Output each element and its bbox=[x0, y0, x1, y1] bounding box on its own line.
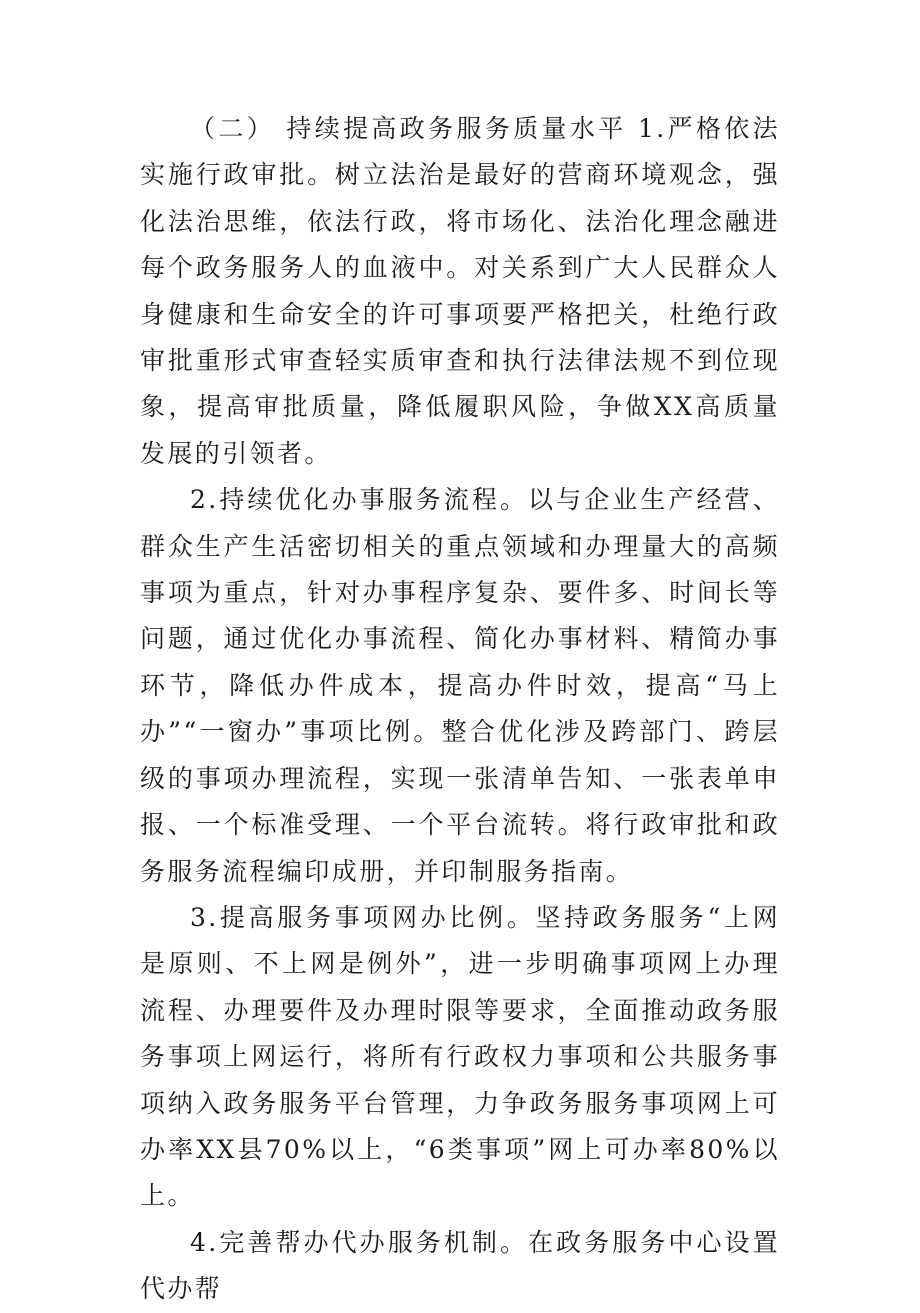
paragraph-2: 2.持续优化办事服务流程。以与企业生产经营、群众生产生活密切相关的重点领域和办理量大的高频事项为重点，针对办事程序复杂、要件多、时间长等问题，通过优化办事流程、简化办事材料、精简办事环节，降低办件成本，提高办件时效，提高“马上办”“一窗办”事项比例。整合优化涉及跨部门、跨层级的事项办理流程，实现一张清单告知、一张表单申报、一个标准受理、一个平台流转。将行政审批和政务服务流程编印成册，并印制服务指南。 bbox=[140, 485, 780, 886]
document-body bbox=[140, 106, 780, 1313]
paragraph-4: 4.完善帮办代办服务机制。在政务服务中心设置代办帮 bbox=[140, 1227, 780, 1304]
paragraph-3: 3.提高服务事项网办比例。坚持政务服务“上网是原则、不上网是例外”，进一步明确事项网上办理流程、办理要件及办理时限等要求，全面推动政务服务事项上网运行，将所有行政权力事项和公共服务事项纳入政务服务平台管理，力争政务服务事项网上可办率XX县70%以上，“6类事项”网上可办率80%以上。 bbox=[140, 902, 780, 1211]
paragraph-1: （二） 持续提高政务服务质量水平 1.严格依法实施行政审批。树立法治是最好的营商环境观念，强化法治思维，依法行政，将市场化、法治化理念融进每个政务服务人的血液中。对关系到广大人民群众人身健康和生命安全的许可事项要严格把关，杜绝行政审批重形式审查轻实质审查和执行法律法规不到位现象，提高审批质量，降低履职风险，争做XX高质量发展的引领者。 bbox=[140, 114, 780, 468]
